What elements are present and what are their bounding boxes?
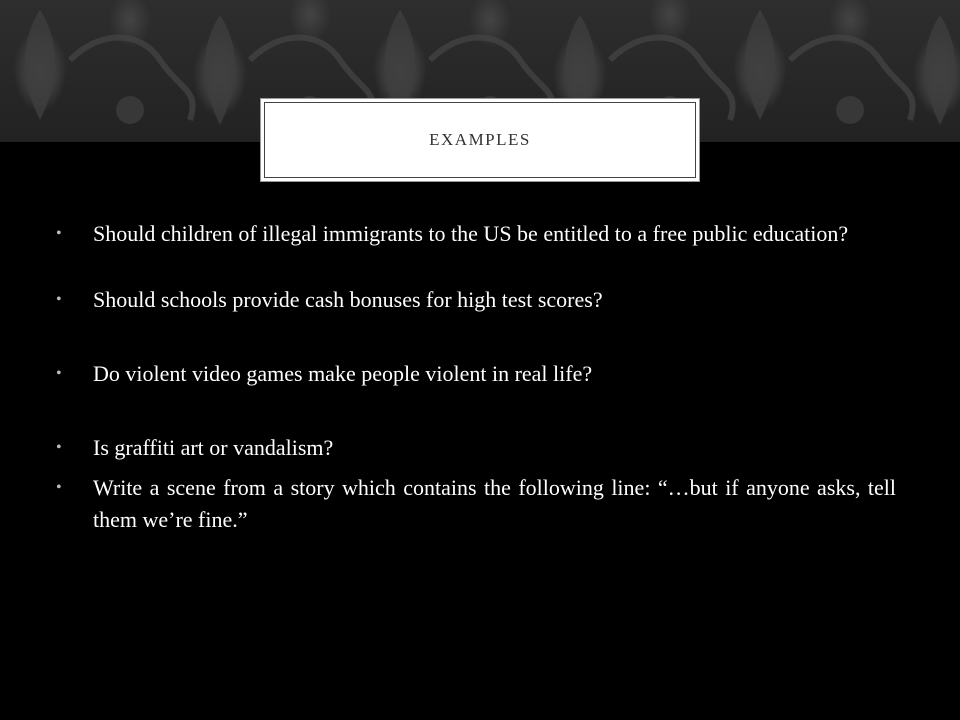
slide-title: EXAMPLES — [429, 130, 531, 149]
list-item — [56, 218, 896, 250]
list-item — [56, 284, 896, 316]
bullet-text: Write a scene from a story which contains the following line: “…but if anyone asks, tell them we’re fine.” — [93, 475, 896, 532]
bullet-icon: • — [56, 225, 62, 242]
bullet-list — [56, 218, 896, 536]
bullet-icon: • — [56, 365, 62, 382]
title-box — [260, 98, 700, 182]
bullet-text: Should schools provide cash bonuses for high test scores? — [93, 287, 603, 312]
list-item — [56, 472, 896, 536]
bullet-icon: • — [56, 439, 62, 456]
bullet-icon: • — [56, 479, 62, 496]
bullet-text: Should children of illegal immigrants to the US be entitled to a free public education? — [93, 221, 849, 246]
bullet-icon: • — [56, 291, 62, 308]
bullet-text: Is graffiti art or vandalism? — [93, 435, 334, 460]
list-item — [56, 358, 896, 390]
bullet-text: Do violent video games make people violent in real life? — [93, 361, 593, 386]
list-item — [56, 432, 896, 464]
